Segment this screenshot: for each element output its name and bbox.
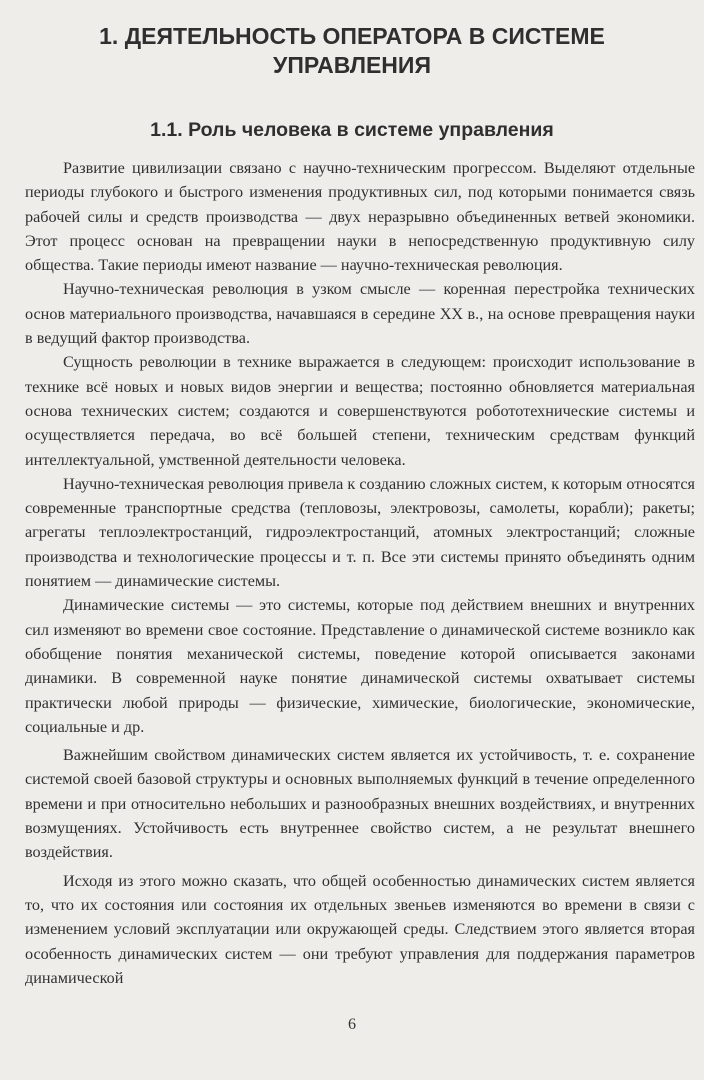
paragraph: Развитие цивилизации связано с научно-техническим прогрессом. Выделяют отдельные периоды глубокого и быстрого изменения продуктивных сил, под которыми понимается связь рабочей силы и средств производства — двух неразрывно объединенных ветвей экономики. Этот процесс основан на превращении науки в непосредственную продуктивную силу общества. Такие периоды имеют название — научно-техническая революция. [25, 159, 695, 275]
paragraph: Научно-техническая революция в узком смысле — коренная перестройка технических основ материального производства, начавшаяся в середине XX в., на основе превращения науки в ведущий фактор производства. [25, 280, 695, 348]
paragraph: Важнейшим свойством динамических систем является их устойчивость, т. е. сохранение системой своей базовой структуры и основных выполняемых функций в течение определенного времени и при относительно небольших и разнообразных внешних воздействиях, и внутренних возмущениях. Устойчивость есть внутреннее свойство систем, а не результат внешнего воздействия. [25, 746, 695, 862]
chapter-title-line-1: 1. ДЕЯТЕЛЬНОСТЬ ОПЕРАТОРА В СИСТЕМЕ [99, 23, 605, 49]
body-text [25, 156, 695, 990]
section-title: 1.1. Роль человека в системе управления [150, 119, 554, 141]
paragraph: Исходя из этого можно сказать, что общей особенностью динамических систем является то, что их состояния или состояния их отдельных звеньев изменяются во времени в связи с изменением условий эксплуатации или окружающей среды. Следствием этого является вторая особенность динамических систем — они требуют управления для поддержания параметров динамической [25, 871, 695, 987]
chapter-title [30, 22, 674, 80]
paragraph: Сущность революции в технике выражается в следующем: происходит использование в технике всё новых и новых видов энергии и вещества; постоянно обновляется материальная основа технических систем; создаются и совершенствуются робототехнические системы и осуществляется передача, во всё большей степени, техническим средствам функций интеллектуальной, умственной деятельности человека. [25, 353, 695, 469]
paragraph: Динамические системы — это системы, которые под действием внешних и внутренних сил изменяют во времени свое состояние. Представление о динамической системе возникло как обобщение понятия механической системы, поведение которой описывается законами динамики. В современной науке понятие динамической системы охватывает системы практически любой природы — физические, химические, биологические, экономические, социальные и др. [25, 596, 695, 736]
page-number: 6 [348, 1016, 356, 1033]
paragraph: Научно-техническая революция привела к созданию сложных систем, к которым относятся современные транспортные средства (тепловозы, электровозы, самолеты, корабли); ракеты; агрегаты теплоэлектростанций, гидроэлектростанций, атомных электростанций; сложные производства и технологические процессы и т. п. Все эти системы принято объединять одним понятием — динамические системы. [25, 474, 695, 591]
chapter-title-line-2: УПРАВЛЕНИЯ [273, 52, 431, 78]
